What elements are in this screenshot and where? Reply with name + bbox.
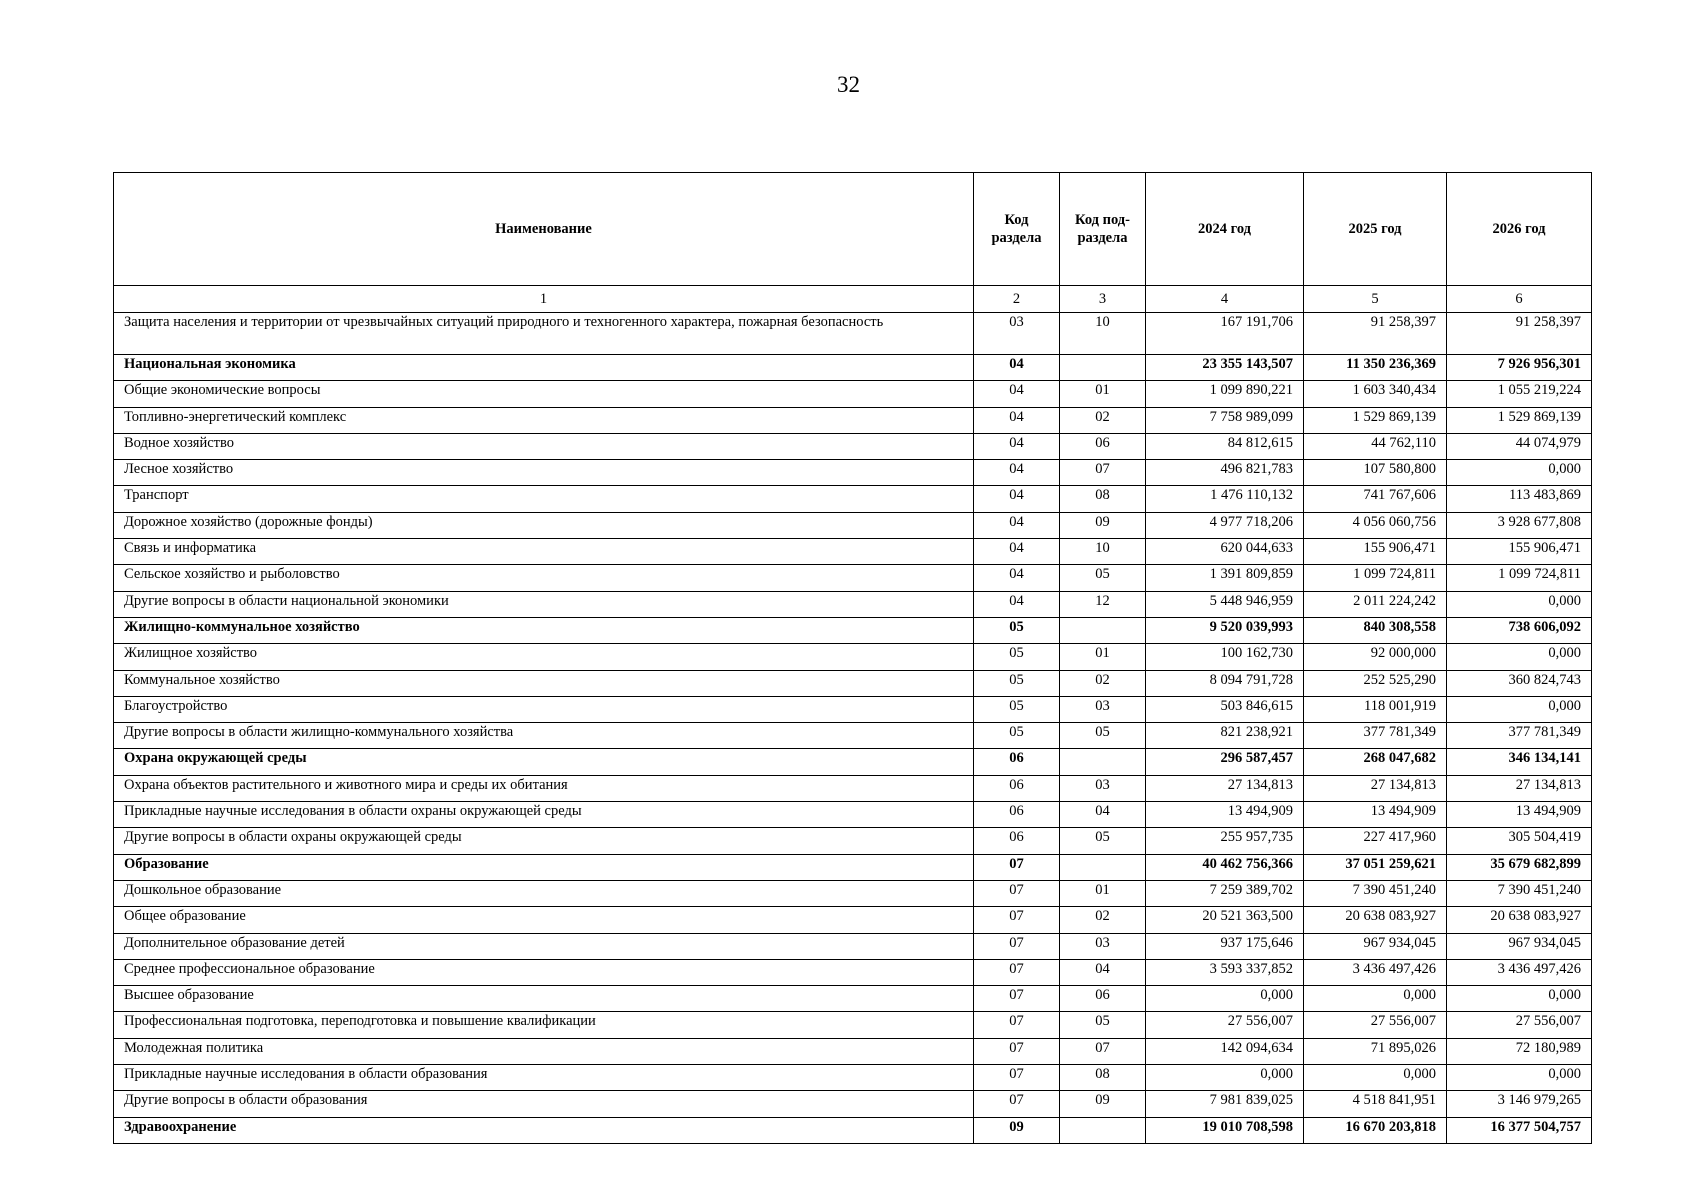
header-2024: 2024 год (1146, 173, 1304, 286)
row-section-code: 05 (974, 617, 1060, 643)
row-value-2024: 7 259 389,702 (1146, 880, 1304, 906)
row-section-code: 04 (974, 355, 1060, 381)
header-2026: 2026 год (1447, 173, 1592, 286)
row-subsection-code: 02 (1060, 907, 1146, 933)
row-value-2024: 142 094,634 (1146, 1038, 1304, 1064)
table-row-total (114, 854, 1592, 880)
row-value-2026: 377 781,349 (1447, 723, 1592, 749)
row-subsection-code: 03 (1060, 933, 1146, 959)
row-value-2024: 19 010 708,598 (1146, 1117, 1304, 1143)
row-subsection-code: 02 (1060, 407, 1146, 433)
row-value-2025: 1 529 869,139 (1304, 407, 1447, 433)
row-value-2026: 1 529 869,139 (1447, 407, 1592, 433)
table-row-total (114, 749, 1592, 775)
row-value-2025: 118 001,919 (1304, 696, 1447, 722)
table-row (114, 460, 1592, 486)
table-row (114, 407, 1592, 433)
row-value-2025: 268 047,682 (1304, 749, 1447, 775)
row-section-code: 07 (974, 907, 1060, 933)
row-value-2026: 16 377 504,757 (1447, 1117, 1592, 1143)
row-section-code: 07 (974, 854, 1060, 880)
row-name: Сельское хозяйство и рыболовство (114, 565, 974, 591)
row-section-code: 04 (974, 486, 1060, 512)
row-section-code: 05 (974, 644, 1060, 670)
row-value-2025: 91 258,397 (1304, 313, 1447, 355)
row-value-2025: 11 350 236,369 (1304, 355, 1447, 381)
row-value-2026: 0,000 (1447, 591, 1592, 617)
row-value-2024: 8 094 791,728 (1146, 670, 1304, 696)
table-row (114, 381, 1592, 407)
row-value-2024: 23 355 143,507 (1146, 355, 1304, 381)
row-value-2024: 27 134,813 (1146, 775, 1304, 801)
row-name: Прикладные научные исследования в области образования (114, 1065, 974, 1091)
row-name: Профессиональная подготовка, переподготовка и повышение квалификации (114, 1012, 974, 1038)
row-value-2025: 92 000,000 (1304, 644, 1447, 670)
table-row (114, 1038, 1592, 1064)
row-subsection-code: 05 (1060, 565, 1146, 591)
header-name: Наименование (114, 173, 974, 286)
row-name: Жилищное хозяйство (114, 644, 974, 670)
row-value-2026: 13 494,909 (1447, 802, 1592, 828)
row-value-2025: 16 670 203,818 (1304, 1117, 1447, 1143)
row-value-2024: 27 556,007 (1146, 1012, 1304, 1038)
row-name: Транспорт (114, 486, 974, 512)
row-section-code: 07 (974, 959, 1060, 985)
row-value-2025: 840 308,558 (1304, 617, 1447, 643)
row-value-2025: 227 417,960 (1304, 828, 1447, 854)
row-subsection-code: 05 (1060, 828, 1146, 854)
row-value-2024: 821 238,921 (1146, 723, 1304, 749)
row-value-2025: 377 781,349 (1304, 723, 1447, 749)
row-section-code: 07 (974, 986, 1060, 1012)
row-value-2026: 3 146 979,265 (1447, 1091, 1592, 1117)
row-value-2026: 738 606,092 (1447, 617, 1592, 643)
table-row (114, 828, 1592, 854)
row-name: Другие вопросы в области образования (114, 1091, 974, 1117)
row-value-2026: 7 390 451,240 (1447, 880, 1592, 906)
row-value-2025: 155 906,471 (1304, 539, 1447, 565)
row-name: Прикладные научные исследования в области охраны окружающей среды (114, 802, 974, 828)
row-subsection-code: 03 (1060, 696, 1146, 722)
row-value-2025: 2 011 224,242 (1304, 591, 1447, 617)
row-subsection-code: 10 (1060, 313, 1146, 355)
row-value-2024: 4 977 718,206 (1146, 512, 1304, 538)
row-value-2024: 1 099 890,221 (1146, 381, 1304, 407)
row-section-code: 06 (974, 775, 1060, 801)
row-name: Дорожное хозяйство (дорожные фонды) (114, 512, 974, 538)
row-subsection-code: 10 (1060, 539, 1146, 565)
row-subsection-code: 09 (1060, 1091, 1146, 1117)
row-value-2025: 4 056 060,756 (1304, 512, 1447, 538)
column-number-row (114, 286, 1592, 313)
table-row (114, 539, 1592, 565)
row-subsection-code: 09 (1060, 512, 1146, 538)
row-value-2026: 44 074,979 (1447, 433, 1592, 459)
row-value-2026: 155 906,471 (1447, 539, 1592, 565)
row-section-code: 04 (974, 381, 1060, 407)
table-row-total (114, 617, 1592, 643)
row-name: Коммунальное хозяйство (114, 670, 974, 696)
table-row-total (114, 355, 1592, 381)
table-row (114, 512, 1592, 538)
table-row (114, 907, 1592, 933)
table-row (114, 696, 1592, 722)
row-name: Общее образование (114, 907, 974, 933)
row-value-2026: 346 134,141 (1447, 749, 1592, 775)
budget-table (113, 172, 1592, 1144)
row-value-2026: 0,000 (1447, 644, 1592, 670)
row-value-2024: 0,000 (1146, 1065, 1304, 1091)
row-subsection-code (1060, 617, 1146, 643)
row-subsection-code (1060, 854, 1146, 880)
row-value-2025: 4 518 841,951 (1304, 1091, 1447, 1117)
row-value-2026: 72 180,989 (1447, 1038, 1592, 1064)
row-value-2026: 0,000 (1447, 1065, 1592, 1091)
row-subsection-code: 02 (1060, 670, 1146, 696)
row-section-code: 06 (974, 828, 1060, 854)
row-value-2025: 0,000 (1304, 986, 1447, 1012)
page-number: 32 (837, 72, 860, 97)
row-subsection-code (1060, 749, 1146, 775)
row-value-2026: 305 504,419 (1447, 828, 1592, 854)
row-name: Национальная экономика (114, 355, 974, 381)
row-value-2024: 5 448 946,959 (1146, 591, 1304, 617)
header-section-code: Код раздела (974, 173, 1060, 286)
row-section-code: 07 (974, 933, 1060, 959)
row-value-2024: 255 957,735 (1146, 828, 1304, 854)
row-name: Высшее образование (114, 986, 974, 1012)
row-section-code: 03 (974, 313, 1060, 355)
row-subsection-code: 08 (1060, 1065, 1146, 1091)
row-value-2025: 13 494,909 (1304, 802, 1447, 828)
row-subsection-code: 04 (1060, 959, 1146, 985)
column-number: 6 (1447, 286, 1592, 313)
row-section-code: 04 (974, 460, 1060, 486)
header-row (114, 173, 1592, 286)
row-value-2024: 620 044,633 (1146, 539, 1304, 565)
row-value-2024: 167 191,706 (1146, 313, 1304, 355)
row-subsection-code (1060, 1117, 1146, 1143)
column-number: 3 (1060, 286, 1146, 313)
row-value-2026: 1 099 724,811 (1447, 565, 1592, 591)
header-2025: 2025 год (1304, 173, 1447, 286)
row-subsection-code: 06 (1060, 433, 1146, 459)
row-section-code: 07 (974, 880, 1060, 906)
row-value-2026: 27 134,813 (1447, 775, 1592, 801)
row-value-2025: 1 099 724,811 (1304, 565, 1447, 591)
column-number: 1 (114, 286, 974, 313)
column-number: 2 (974, 286, 1060, 313)
row-value-2025: 1 603 340,434 (1304, 381, 1447, 407)
row-value-2024: 1 476 110,132 (1146, 486, 1304, 512)
row-value-2026: 27 556,007 (1447, 1012, 1592, 1038)
row-section-code: 04 (974, 591, 1060, 617)
row-section-code: 05 (974, 696, 1060, 722)
table-row (114, 775, 1592, 801)
row-value-2024: 3 593 337,852 (1146, 959, 1304, 985)
row-name: Защита населения и территории от чрезвычайных ситуаций природного и техногенного характера, пожарная безопасность (114, 313, 974, 355)
column-number: 5 (1304, 286, 1447, 313)
row-value-2024: 296 587,457 (1146, 749, 1304, 775)
row-name: Охрана окружающей среды (114, 749, 974, 775)
row-name: Образование (114, 854, 974, 880)
row-name: Водное хозяйство (114, 433, 974, 459)
row-value-2025: 20 638 083,927 (1304, 907, 1447, 933)
table-row (114, 802, 1592, 828)
row-value-2026: 360 824,743 (1447, 670, 1592, 696)
row-section-code: 06 (974, 749, 1060, 775)
row-value-2024: 937 175,646 (1146, 933, 1304, 959)
row-section-code: 04 (974, 539, 1060, 565)
row-value-2024: 13 494,909 (1146, 802, 1304, 828)
row-value-2025: 252 525,290 (1304, 670, 1447, 696)
row-name: Общие экономические вопросы (114, 381, 974, 407)
row-subsection-code: 05 (1060, 1012, 1146, 1038)
table-row (114, 565, 1592, 591)
row-value-2025: 37 051 259,621 (1304, 854, 1447, 880)
row-value-2024: 40 462 756,366 (1146, 854, 1304, 880)
row-section-code: 07 (974, 1038, 1060, 1064)
row-section-code: 04 (974, 512, 1060, 538)
row-section-code: 09 (974, 1117, 1060, 1143)
row-subsection-code: 01 (1060, 880, 1146, 906)
row-name: Среднее профессиональное образование (114, 959, 974, 985)
row-value-2026: 20 638 083,927 (1447, 907, 1592, 933)
row-value-2025: 27 134,813 (1304, 775, 1447, 801)
row-name: Топливно-энергетический комплекс (114, 407, 974, 433)
row-name: Здравоохранение (114, 1117, 974, 1143)
row-value-2025: 0,000 (1304, 1065, 1447, 1091)
table-row (114, 880, 1592, 906)
row-value-2025: 27 556,007 (1304, 1012, 1447, 1038)
table-row (114, 486, 1592, 512)
row-value-2026: 113 483,869 (1447, 486, 1592, 512)
row-subsection-code: 08 (1060, 486, 1146, 512)
table-row (114, 591, 1592, 617)
row-section-code: 04 (974, 433, 1060, 459)
row-section-code: 07 (974, 1091, 1060, 1117)
row-value-2024: 1 391 809,859 (1146, 565, 1304, 591)
row-subsection-code: 03 (1060, 775, 1146, 801)
row-value-2026: 0,000 (1447, 986, 1592, 1012)
row-value-2025: 7 390 451,240 (1304, 880, 1447, 906)
row-section-code: 07 (974, 1012, 1060, 1038)
row-value-2024: 503 846,615 (1146, 696, 1304, 722)
row-subsection-code: 01 (1060, 381, 1146, 407)
row-value-2026: 3 436 497,426 (1447, 959, 1592, 985)
row-value-2025: 967 934,045 (1304, 933, 1447, 959)
row-section-code: 05 (974, 723, 1060, 749)
row-section-code: 05 (974, 670, 1060, 696)
row-name: Молодежная политика (114, 1038, 974, 1064)
row-subsection-code: 07 (1060, 1038, 1146, 1064)
row-value-2026: 1 055 219,224 (1447, 381, 1592, 407)
row-subsection-code (1060, 355, 1146, 381)
row-value-2025: 3 436 497,426 (1304, 959, 1447, 985)
row-subsection-code: 07 (1060, 460, 1146, 486)
row-value-2026: 3 928 677,808 (1447, 512, 1592, 538)
header-subsection-code: Код под-раздела (1060, 173, 1146, 286)
table-row (114, 933, 1592, 959)
row-value-2025: 44 762,110 (1304, 433, 1447, 459)
row-value-2024: 0,000 (1146, 986, 1304, 1012)
table-row (114, 670, 1592, 696)
column-number: 4 (1146, 286, 1304, 313)
table-row (114, 1065, 1592, 1091)
table-row (114, 986, 1592, 1012)
row-value-2026: 35 679 682,899 (1447, 854, 1592, 880)
row-name: Благоустройство (114, 696, 974, 722)
table-row (114, 433, 1592, 459)
row-section-code: 04 (974, 565, 1060, 591)
row-name: Связь и информатика (114, 539, 974, 565)
row-value-2024: 84 812,615 (1146, 433, 1304, 459)
row-value-2024: 20 521 363,500 (1146, 907, 1304, 933)
row-value-2024: 9 520 039,993 (1146, 617, 1304, 643)
row-value-2026: 7 926 956,301 (1447, 355, 1592, 381)
row-section-code: 06 (974, 802, 1060, 828)
table-row (114, 723, 1592, 749)
row-value-2024: 496 821,783 (1146, 460, 1304, 486)
table-row (114, 959, 1592, 985)
table-row (114, 313, 1592, 355)
row-value-2024: 7 981 839,025 (1146, 1091, 1304, 1117)
row-name: Дошкольное образование (114, 880, 974, 906)
row-name: Другие вопросы в области жилищно-коммунального хозяйства (114, 723, 974, 749)
row-subsection-code: 04 (1060, 802, 1146, 828)
row-name: Жилищно-коммунальное хозяйство (114, 617, 974, 643)
row-value-2026: 0,000 (1447, 460, 1592, 486)
row-value-2024: 100 162,730 (1146, 644, 1304, 670)
table-row-total (114, 1117, 1592, 1143)
row-name: Другие вопросы в области национальной экономики (114, 591, 974, 617)
row-value-2024: 7 758 989,099 (1146, 407, 1304, 433)
row-value-2025: 741 767,606 (1304, 486, 1447, 512)
table-row (114, 1012, 1592, 1038)
row-subsection-code: 06 (1060, 986, 1146, 1012)
row-value-2026: 0,000 (1447, 696, 1592, 722)
row-value-2026: 91 258,397 (1447, 313, 1592, 355)
row-name: Дополнительное образование детей (114, 933, 974, 959)
row-name: Другие вопросы в области охраны окружающей среды (114, 828, 974, 854)
row-value-2025: 71 895,026 (1304, 1038, 1447, 1064)
row-value-2026: 967 934,045 (1447, 933, 1592, 959)
row-section-code: 04 (974, 407, 1060, 433)
table-row (114, 644, 1592, 670)
row-subsection-code: 05 (1060, 723, 1146, 749)
table-row (114, 1091, 1592, 1117)
row-subsection-code: 12 (1060, 591, 1146, 617)
row-subsection-code: 01 (1060, 644, 1146, 670)
row-name: Охрана объектов растительного и животного мира и среды их обитания (114, 775, 974, 801)
row-value-2025: 107 580,800 (1304, 460, 1447, 486)
row-section-code: 07 (974, 1065, 1060, 1091)
row-name: Лесное хозяйство (114, 460, 974, 486)
